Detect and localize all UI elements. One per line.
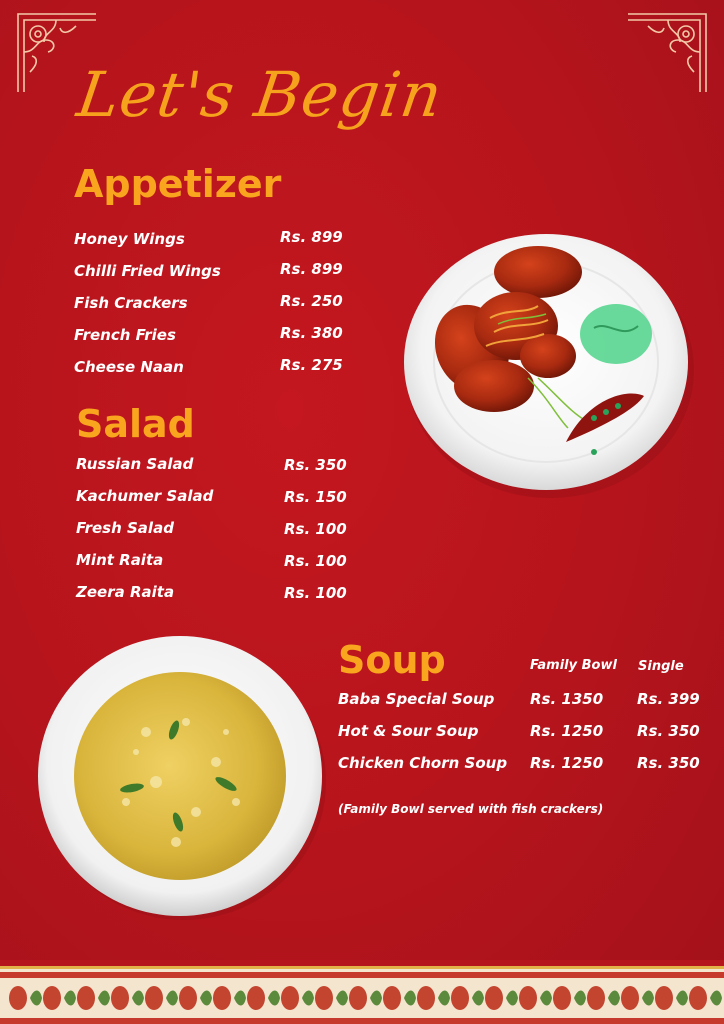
border-motif-flower-icon [43, 986, 61, 1010]
border-motif-flower-icon [621, 986, 639, 1010]
border-motif-flower-icon [451, 986, 469, 1010]
family-bowl-column-header: Family Bowl [530, 658, 617, 673]
border-motif-flower-icon [519, 986, 537, 1010]
appetizer-item-name: French Fries [74, 326, 176, 344]
border-motif-flower-icon [77, 986, 95, 1010]
border-motif-flower-icon [111, 986, 129, 1010]
soup-family-price: Rs. 1250 [530, 722, 604, 740]
soup-heading: Soup [338, 638, 446, 682]
salad-item-price: Rs. 100 [284, 584, 347, 602]
soup-family-price: Rs. 1350 [530, 690, 604, 708]
appetizer-item-name: Chilli Fried Wings [74, 262, 221, 280]
salad-item-name: Kachumer Salad [76, 487, 214, 505]
border-motif-flower-icon [587, 986, 605, 1010]
border-motif-flower-icon [349, 986, 367, 1010]
salad-heading: Salad [76, 402, 195, 446]
soup-bowl-image [36, 632, 328, 922]
salad-item-name: Russian Salad [76, 455, 194, 473]
border-motif-flower-icon [655, 986, 673, 1010]
soup-single-price: Rs. 350 [637, 754, 700, 772]
soup-family-price: Rs. 1250 [530, 754, 604, 772]
decorative-border-strip [0, 960, 724, 1024]
border-motif-flower-icon [417, 986, 435, 1010]
soup-single-price: Rs. 350 [637, 722, 700, 740]
border-motif-flower-icon [281, 986, 299, 1010]
honey-wings-plate-image [398, 228, 698, 504]
border-motif-flower-icon [213, 986, 231, 1010]
appetizer-item-name: Fish Crackers [74, 294, 188, 312]
appetizer-item-name: Cheese Naan [74, 358, 184, 376]
salad-item-price: Rs. 150 [284, 488, 347, 506]
salad-item-name: Zeera Raita [76, 583, 175, 601]
appetizer-item-price: Rs. 899 [280, 260, 343, 278]
appetizer-item-price: Rs. 899 [280, 228, 343, 246]
corner-ornament-right-icon [626, 12, 708, 94]
border-motif-flower-icon [553, 986, 571, 1010]
border-motif-flower-icon [179, 986, 197, 1010]
appetizer-item-price: Rs. 250 [280, 292, 343, 310]
border-motif-flower-icon [485, 986, 503, 1010]
appetizer-heading: Appetizer [74, 162, 282, 206]
border-motif-flower-icon [315, 986, 333, 1010]
salad-item-price: Rs. 100 [284, 552, 347, 570]
soup-single-price: Rs. 399 [637, 690, 700, 708]
salad-item-name: Mint Raita [76, 551, 164, 569]
salad-item-name: Fresh Salad [76, 519, 174, 537]
appetizer-item-name: Honey Wings [74, 230, 185, 248]
soup-item-name: Hot & Sour Soup [338, 722, 479, 740]
border-motif-flower-icon [9, 986, 27, 1010]
soup-note: (Family Bowl served with fish crackers) [338, 802, 604, 816]
border-motif-flower-icon [145, 986, 163, 1010]
border-motif-flower-icon [383, 986, 401, 1010]
appetizer-item-price: Rs. 380 [280, 324, 343, 342]
salad-item-price: Rs. 100 [284, 520, 347, 538]
border-motif-flower-icon [689, 986, 707, 1010]
soup-item-name: Chicken Chorn Soup [338, 754, 508, 772]
border-motif-flower-icon [247, 986, 265, 1010]
single-column-header: Single [638, 659, 684, 674]
lets-begin-heading: Let's Begin [72, 58, 448, 131]
appetizer-item-price: Rs. 275 [280, 356, 343, 374]
soup-item-name: Baba Special Soup [338, 690, 495, 708]
salad-item-price: Rs. 350 [284, 456, 347, 474]
